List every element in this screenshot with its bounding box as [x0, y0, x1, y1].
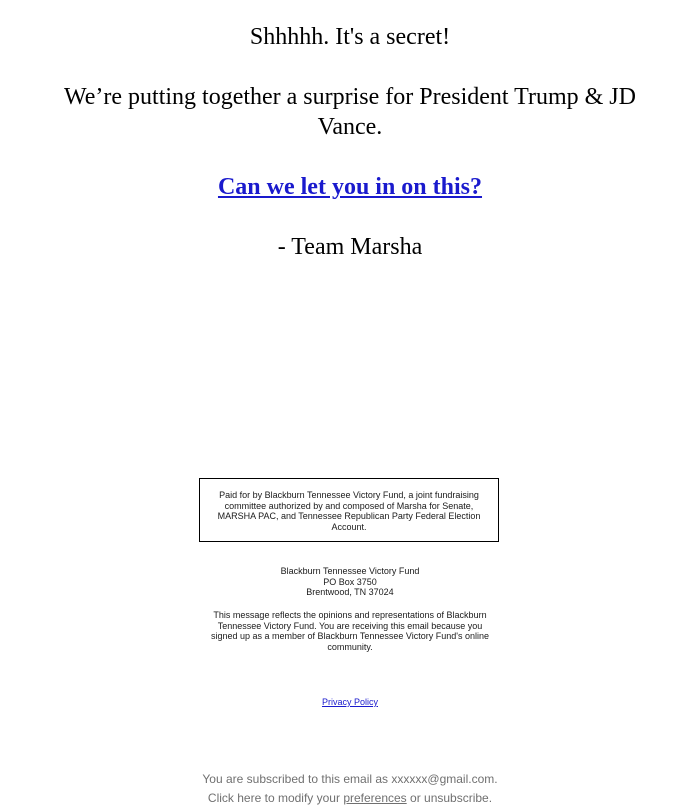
privacy-policy-link[interactable]: Privacy Policy — [321, 697, 378, 707]
cta-container — [0, 172, 700, 202]
paid-for-disclaimer: Paid for by Blackburn Tennessee Victory Fund, a joint fundraising committee authorized by and composed of Marsha for Senate, MARSHA PAC, and Tennessee Republican Party Federal Election Account. — [199, 478, 499, 542]
address-name: Blackburn Tennessee Victory Fund — [280, 566, 420, 576]
modify-line — [0, 789, 700, 808]
address-line1: PO Box 3750 — [323, 576, 377, 587]
preferences-link[interactable]: preferences — [343, 791, 407, 805]
privacy-container — [0, 697, 700, 708]
subscription-line: You are subscribed to this email as xxxxxx@gmail.com. — [202, 772, 498, 786]
message-body: We’re putting together a surprise for President Trump & JD Vance. — [64, 84, 636, 140]
modify-suffix: or unsubscribe. — [406, 791, 493, 805]
cta-link[interactable]: Can we let you in on this? — [217, 174, 483, 200]
mailing-address — [0, 566, 700, 598]
opinion-notice: This message reflects the opinions and representations of Blackburn Tennessee Victory Fund. You are receiving this email because you signed up as a member of Blackburn Tennessee Victory Fund's online community. — [210, 610, 490, 652]
address-line2: Brentwood, TN 37024 — [306, 587, 394, 597]
headline: Shhhhh. It's a secret! — [249, 24, 451, 50]
subscription-footer — [0, 770, 700, 808]
modify-prefix: Click here to modify your — [207, 791, 344, 805]
signoff: - Team Marsha — [277, 234, 423, 260]
